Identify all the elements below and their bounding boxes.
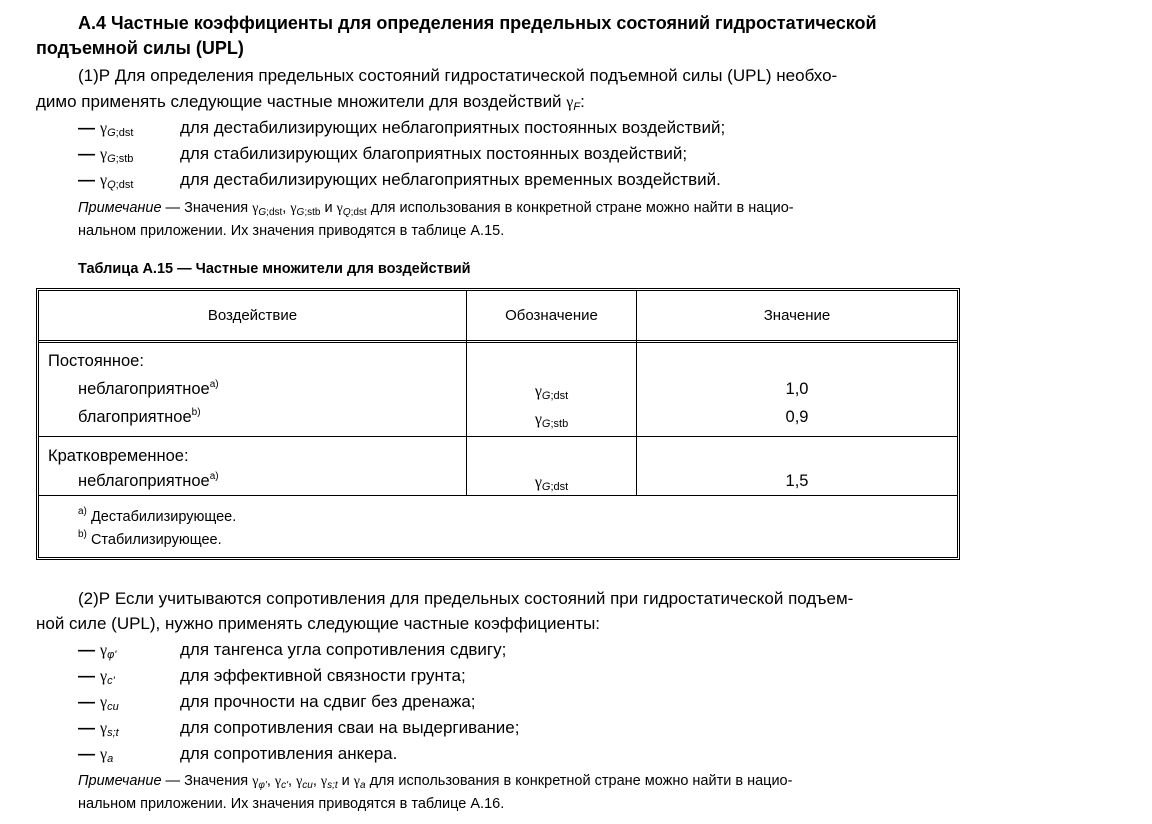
note-label: Примечание <box>78 200 162 216</box>
subscript: cu <box>302 780 313 791</box>
gamma-symbol: γ <box>274 774 282 789</box>
list-item-text: для стабилизирующих благоприятных постоянных воздействий; <box>180 144 688 163</box>
row-symbol <box>467 410 636 430</box>
row-label <box>78 468 219 494</box>
para1-line2-text: димо применять следующие частные множители для воздействий <box>36 92 562 111</box>
table-footnote <box>78 530 222 550</box>
gamma-symbol: γ <box>100 694 108 711</box>
gamma-symbol: γ <box>566 94 574 111</box>
gamma-symbol: γ <box>336 201 343 216</box>
gamma-symbol: γ <box>353 774 360 789</box>
subscript-italic: Q <box>342 207 351 218</box>
note-text: для использования в конкретной стране можно найти в нацио- <box>365 773 793 789</box>
subscript-italic: G <box>541 390 551 402</box>
list-item <box>78 167 721 193</box>
gamma-symbol: γ <box>252 201 259 216</box>
separator: , <box>266 773 275 789</box>
dash: — <box>78 170 95 189</box>
row-label-text: неблагоприятное <box>78 472 210 490</box>
table-caption: Таблица А.15 — Частные множители для воздействий <box>78 261 471 277</box>
group-title: Постоянное: <box>48 352 144 370</box>
gamma-symbol: γ <box>100 642 108 659</box>
subscript: s;t <box>327 780 338 791</box>
subscript-rest: ;dst <box>350 207 367 218</box>
dash: — <box>78 144 95 163</box>
group-title: Кратковременное: <box>48 447 189 465</box>
para2-line1: (2)Р Если учитываются сопротивления для предельных состояний при гидростатической подъем- <box>78 589 854 608</box>
list-item-text: для дестабилизирующих неблагоприятных постоянных воздействий; <box>180 118 726 137</box>
note2-line1 <box>78 770 792 792</box>
subscript: a <box>359 780 366 791</box>
subscript-rest: ;stb <box>304 207 321 218</box>
note1-line2: нальном приложении. Их значения приводятся в таблице А.15. <box>78 223 505 239</box>
subscript-italic: G <box>107 153 116 165</box>
gamma-symbol: γ <box>296 774 303 789</box>
para2-line2: ной силе (UPL), нужно применять следующие частные коэффициенты: <box>36 614 601 633</box>
list-item <box>78 141 687 167</box>
subscript: φ' <box>107 649 117 661</box>
subscript-italic: G <box>258 207 267 218</box>
separator: , <box>288 773 297 789</box>
gamma-subscript: F <box>573 101 581 113</box>
list-item-text: для дестабилизирующих неблагоприятных временных воздействий. <box>180 170 721 189</box>
row-divider <box>39 495 957 496</box>
subscript-rest: ;stb <box>115 153 134 165</box>
footnote-mark: b) <box>191 407 201 418</box>
subscript-rest: ;dst <box>550 390 569 402</box>
para1-line1: (1)Р Для определения предельных состояний гидростатической подъемной силы (UPL) необхо- <box>78 66 838 85</box>
dash: — <box>78 666 95 685</box>
subscript: c' <box>281 780 288 791</box>
note-text: для использования в конкретной стране можно найти в нацио- <box>366 200 794 216</box>
list-item <box>78 715 519 741</box>
list-item-text: для прочности на сдвиг без дренажа; <box>180 692 476 711</box>
footnote-mark: a) <box>78 506 87 517</box>
note-label: Примечание <box>78 773 162 789</box>
note-text: — Значения <box>161 773 253 789</box>
header-value: Значение <box>763 307 831 324</box>
footnote-text: Дестабилизирующее. <box>90 509 237 525</box>
footnote-mark: b) <box>78 529 87 540</box>
footnote-text: Стабилизирующее. <box>90 532 222 548</box>
table-a15 <box>36 288 960 560</box>
row-value: 1,5 <box>785 472 809 490</box>
row-divider <box>39 436 957 437</box>
subscript-rest: ;stb <box>550 418 569 430</box>
note2-line2: нальном приложении. Их значения приводятся в таблице А.16. <box>78 796 505 812</box>
gamma-symbol: γ <box>290 201 297 216</box>
note1-line1 <box>78 197 794 219</box>
list-item <box>78 689 476 715</box>
list-item-text: для эффективной связности грунта; <box>180 666 466 685</box>
subscript-italic: G <box>541 481 551 493</box>
list-item-text: для тангенса угла сопротивления сдвигу; <box>180 640 507 659</box>
gamma-symbol: γ <box>252 774 259 789</box>
gamma-symbol: γ <box>534 474 542 491</box>
list-item <box>78 637 506 663</box>
subscript: s;t <box>107 727 119 739</box>
list-item-text: для сопротивления сваи на выдергивание; <box>180 718 520 737</box>
section-heading-line2: подъемной силы (UPL) <box>36 38 244 58</box>
subscript: c' <box>107 675 115 687</box>
row-symbol <box>467 473 636 493</box>
colon: : <box>580 92 585 111</box>
subscript-rest: ;dst <box>550 481 569 493</box>
subscript-rest: ;dst <box>115 179 134 191</box>
dash: — <box>78 118 95 137</box>
subscript-italic: G <box>296 207 305 218</box>
list-item <box>78 741 397 767</box>
gamma-symbol: γ <box>100 146 108 163</box>
gamma-symbol: γ <box>534 411 542 428</box>
row-label-text: неблагоприятное <box>78 380 210 398</box>
subscript-italic: Q <box>107 179 116 191</box>
gamma-symbol: γ <box>100 172 108 189</box>
table-footnote <box>78 507 236 527</box>
dash: — <box>78 692 95 711</box>
separator: , <box>282 200 291 216</box>
subscript-italic: G <box>107 127 116 139</box>
subscript: cu <box>107 701 119 713</box>
row-symbol <box>467 382 636 402</box>
header-divider <box>39 340 957 343</box>
header-symbol: Обозначение <box>505 307 598 324</box>
gamma-symbol: γ <box>320 774 328 789</box>
gamma-symbol: γ <box>100 120 108 137</box>
gamma-symbol: γ <box>100 668 108 685</box>
row-value: 0,9 <box>785 408 809 426</box>
subscript-rest: ;dst <box>266 207 283 218</box>
gamma-symbol: γ <box>100 720 108 737</box>
separator: и <box>337 773 354 789</box>
footnote-mark: a) <box>209 471 219 482</box>
section-heading-line1: А.4 Частные коэффициенты для определения предельных состояний гидростатической <box>78 13 877 33</box>
gamma-symbol: γ <box>100 746 108 763</box>
row-label <box>78 376 219 402</box>
subscript-rest: ;dst <box>115 127 134 139</box>
para1-line2 <box>36 89 585 114</box>
row-label <box>78 404 201 430</box>
subscript: φ' <box>258 780 267 791</box>
gamma-symbol: γ <box>534 383 542 400</box>
separator: , <box>312 773 321 789</box>
dash: — <box>78 640 95 659</box>
dash: — <box>78 744 95 763</box>
dash: — <box>78 718 95 737</box>
separator: и <box>320 200 337 216</box>
row-value: 1,0 <box>785 380 809 398</box>
subscript-italic: G <box>541 418 551 430</box>
list-item <box>78 663 466 689</box>
footnote-mark: a) <box>209 379 219 390</box>
subscript: a <box>107 753 114 765</box>
list-item <box>78 115 725 141</box>
note-text: — Значения <box>161 200 253 216</box>
header-action: Воздействие <box>207 307 298 324</box>
row-label-text: благоприятное <box>78 408 192 426</box>
list-item-text: для сопротивления анкера. <box>180 744 398 763</box>
